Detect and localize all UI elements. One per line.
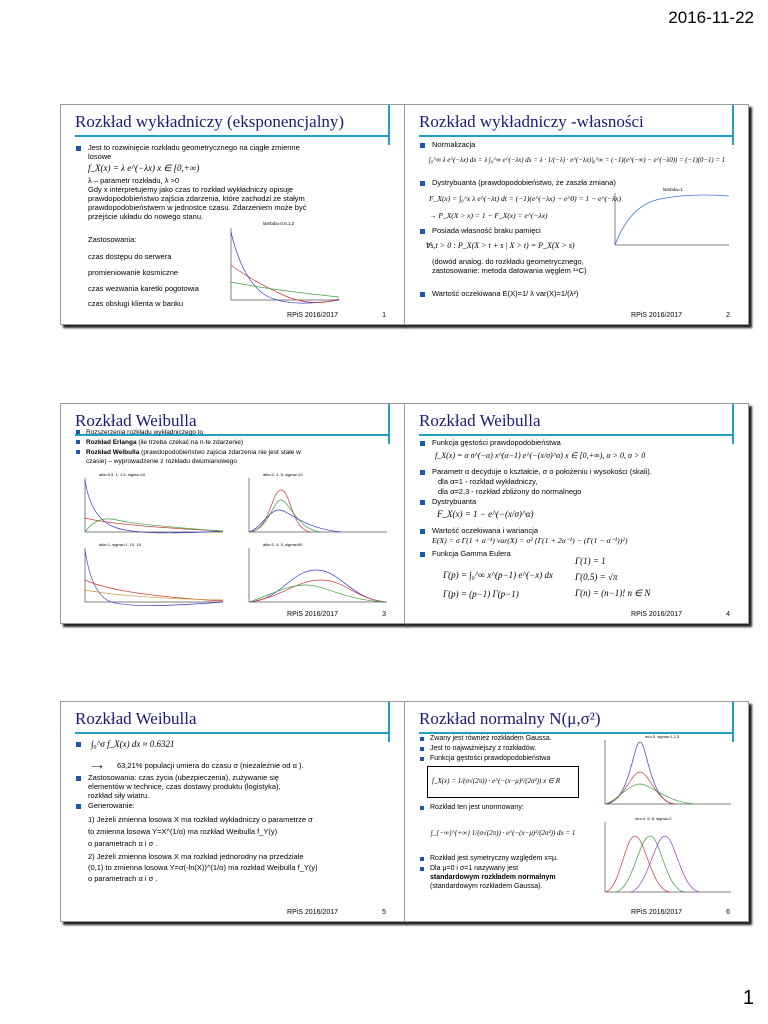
weibull-pdf-formula: f_X(x) = α σ^(−α) x^(α−1) e^(−(x/σ)^α) x ∈ [0,+∞), α > 0, σ > 0 (435, 451, 646, 460)
chart-label: mu=5, sigma=1,2,3 (645, 734, 680, 739)
text: dla α=1 - rozkład wykładniczy, (438, 477, 538, 486)
slide-number: 1 (382, 312, 386, 319)
pdf-formula-box (427, 766, 579, 798)
slide-number: 4 (726, 611, 730, 618)
footer: RPiS 2016/2017 (631, 611, 682, 618)
bullet (420, 441, 425, 446)
text: promieniowanie kosmiczne (88, 268, 179, 277)
memoryless-formula: ∀s,t > 0 : P_X(X > t + s | X > t) = P_X(X > s) (425, 241, 575, 250)
text: o parametrach α i σ . (88, 839, 158, 848)
text: Dystrybuanta (432, 497, 477, 506)
weibull-integral-formula: ∫₀^σ f_X(x) dx ≈ 0.6321 (91, 739, 175, 749)
slide-title: Rozkład Weibulla (419, 411, 541, 430)
normalization-formula: ∫₀^∞ λ e^(−λx) dx = λ ∫₀^∞ e^(−λx) dx = λ · 1/(−λ) · e^(−λx)|₀^∞ = (−1)(e^(−∞) − e^(−λ0)) = (−1)(0−1) = 1 (429, 157, 726, 164)
chart-label: alfa=0.5, 1, 1.5, sigma=10 (99, 472, 146, 477)
normalization-formula: ∫_{−∞}^{+∞} 1/(σ√(2π)) · e^(−(x−μ)²/(2σ²)) dx = 1 (431, 829, 576, 837)
text: Rozkład jest symetryczny względem x=μ. (430, 855, 558, 862)
slide-number: 3 (382, 611, 386, 618)
bullet (420, 470, 425, 475)
text: Zwany jest również rozkładem Gaussa. (430, 735, 552, 742)
weibull-chart-1 (77, 470, 227, 538)
bullet (76, 742, 81, 747)
title-rule (419, 434, 734, 436)
chart-label: lambda=0.5,1,2 (263, 221, 295, 226)
title-rule-vertical (732, 105, 734, 145)
normal-chart-1 (595, 732, 735, 810)
bullet (420, 529, 425, 534)
text: 63,21% populacji umiera do czasu σ (niezależnie od α ). (117, 761, 304, 770)
chart-label: alfa=2, 4, 5, sigma=10 (263, 472, 303, 477)
bullet (420, 229, 425, 234)
footer: RPiS 2016/2017 (287, 909, 338, 916)
arrow-icon: ⟶ (91, 762, 103, 771)
text: prawdopodobieństwem w jednostce czasu. Zdarzeniem może być (88, 203, 307, 212)
weibull-chart-3 (77, 540, 227, 608)
text: czas dostępu do serwera (88, 252, 172, 261)
text: (prawdopodobieństwo zajścia zdarzenia nie jest stałe w (139, 449, 301, 456)
bullet (76, 450, 80, 454)
slide-3 (60, 403, 405, 624)
slide-number: 2 (726, 312, 730, 319)
text: czas obsługi klienta w banku (88, 299, 184, 308)
text: (standardowym rozkładem Gaussa). (430, 883, 543, 890)
text: (dowód analog. do rozkładu geometrycznego, (432, 257, 584, 266)
slide-number: 6 (726, 909, 730, 916)
text: Posiada własność braku pamięci (432, 226, 541, 235)
text: Jest to rozwinięcie rozkładu geometrycznego na ciągłe zmienne (88, 143, 300, 152)
text: (0,1) to zmienna losowa Y=σ(-ln(X))^(1/α) ma rozkład Weibulla f_Y(y) (88, 863, 318, 872)
chart-label: alfa=2, 4, 5, sigma=60 (263, 542, 303, 547)
slide-5 (60, 701, 405, 922)
slide-title: Rozkład wykładniczy -własności (419, 112, 644, 131)
text: Funkcja Gamma Eulera (432, 549, 511, 558)
text: Wartość oczekiwana E(X)=1/ λ var(X)=1/(λ²) (432, 289, 579, 298)
chart-label: mu=4, 6, 8, sigma=2 (635, 816, 672, 821)
text: Rozkład Erlanga (86, 439, 137, 446)
text: Rozkład Weibulla (86, 449, 140, 456)
slide-number: 5 (382, 909, 386, 916)
bullet (420, 552, 425, 557)
text: losowe (88, 152, 112, 161)
gamma-formula: Γ(1) = 1 (575, 556, 606, 566)
slide-4 (404, 403, 749, 624)
title-rule-vertical (388, 105, 390, 145)
slide-title: Rozkład wykładniczy (eksponencjalny) (75, 112, 345, 131)
text: standardowym rozkładem normalnym (430, 874, 556, 881)
bullet (420, 737, 424, 741)
text: rozkład siły wiatru. (88, 791, 150, 800)
tail-formula: → P_X(X > x) = 1 − F_X(x) = e^(−λx) (429, 211, 548, 220)
bullet (420, 757, 424, 761)
normal-chart-2 (595, 814, 735, 898)
weibull-cdf-formula: F_X(x) = 1 − e^(−(x/σ)^α) (437, 509, 534, 519)
text: Wartość oczekiwana i wariancja (432, 526, 539, 535)
text: Normalizacja (432, 140, 476, 149)
text: Rozkład ten jest unormowany: (430, 804, 524, 811)
title-rule-vertical (388, 702, 390, 742)
title-rule-vertical (388, 404, 390, 444)
text: λ – parametr rozkładu, λ >0 (88, 176, 180, 185)
pdf-formula: f_X(x) = λ e^(−λx) x ∈ [0,+∞) (88, 163, 200, 173)
text: zastosowanie: metoda datowania węglem ¹⁴C) (432, 266, 587, 275)
text: elementów w technice, czas dostawy produktu (logistyka), (88, 782, 281, 791)
bullet (420, 292, 425, 297)
text: Dystrybuanta (prawdopodobieństwo, że zaszła zmiana) (432, 178, 616, 187)
text: 2) Jeżeli zmienna losowa X ma rozkład jednorodny na przedziale (88, 852, 304, 861)
text: Generowanie: (88, 801, 135, 810)
text: czas wezwania karetki pogotowia (88, 284, 199, 293)
bullet (420, 143, 425, 148)
bullet (420, 181, 425, 186)
chart-label: alfa=1, sigma=1, 10, 15 (99, 542, 141, 547)
text: Jest to najważniejszy z rozkładów. (430, 745, 537, 752)
slide-title: Rozkład Weibulla (75, 411, 197, 430)
text: Parametr α decyduje o kształcie, σ o położeniu i wysokości (skali). (432, 467, 652, 476)
text: to zmienna losowa Y=X^(1/α) ma rozkład Weibulla f_Y(y) (88, 827, 278, 836)
weibull-moments-formula: E(X) = σ Γ(1 + α⁻¹) var(X) = σ² {Γ(1 + 2α⁻¹) − (Γ(1 − α⁻¹))²} (432, 536, 628, 545)
footer: RPiS 2016/2017 (631, 909, 682, 916)
title-rule (419, 135, 734, 137)
cdf-formula: F_X(x) = ∫₀^x λ e^(−λt) dt = (−1)(e^(−λx) − e^0) = 1 − e^(−λx) (429, 194, 622, 203)
date: 2016-11-22 (668, 8, 754, 27)
bullet (76, 804, 81, 809)
exp-cdf-chart (605, 185, 733, 253)
title-rule (75, 732, 390, 734)
footer: RPiS 2016/2017 (631, 312, 682, 319)
bullet (76, 430, 80, 434)
gamma-formula: Γ(n) = (n−1)! n ∈ N (575, 588, 651, 598)
footer: RPiS 2016/2017 (287, 312, 338, 319)
bullet (420, 747, 424, 751)
bullet (420, 500, 425, 505)
title-rule-vertical (732, 404, 734, 444)
slide-6 (404, 701, 749, 922)
text: 1) Jeżeli zmienna losowa X ma rozkład wykładniczy o parametrze σ (88, 815, 313, 824)
text: przejście układu do nowego stanu. (88, 212, 204, 221)
weibull-chart-4 (241, 540, 391, 608)
slide-title: Rozkład Weibulla (75, 709, 197, 728)
text: prawdopodobieństwo zajścia zdarzenia, które zachodzi ze stałym (88, 194, 305, 203)
bullet (76, 440, 80, 444)
text: Gdy x interpretujemy jako czas to rozkład wykładniczy opisuje (88, 185, 294, 194)
slide-1 (60, 104, 405, 325)
text: o parametrach α i σ . (88, 874, 158, 883)
gamma-formula: Γ(p) = ∫₀^∞ x^(p−1) e^(−x) dx (443, 570, 553, 580)
gamma-formula: Γ(p) = (p−1) Γ(p−1) (443, 589, 519, 599)
slide-2 (404, 104, 749, 325)
bullet (420, 857, 424, 861)
normal-pdf-formula: f_X(x) = 1/(σ√(2π)) · e^(−(x−μ)²/(2σ²)) x ∈ R (432, 777, 560, 785)
text: Rozszerzenia rozkładu wykładniczego to (86, 429, 204, 436)
text: Zastosowania: czas życia (ubezpieczenia), zużywanie się (88, 773, 279, 782)
slide-title: Rozkład normalny N(μ,σ²) (419, 709, 601, 728)
exp-density-chart (221, 220, 343, 308)
text: Funkcja gęstości prawdopodobieństwa (432, 438, 561, 447)
text: Dla μ=0 i σ=1 nazywany jest (430, 865, 519, 872)
weibull-chart-2 (241, 470, 391, 538)
text: (ile trzeba czekać na n-te zdarzenie) (136, 439, 244, 446)
text: Funkcja gęstości prawdopodobieństwa (430, 755, 551, 762)
title-rule (75, 135, 390, 137)
text: dla α=2,3 - rozkład zbliżony do normalnego (438, 487, 582, 496)
bullet (420, 867, 424, 871)
bullet (76, 146, 81, 151)
bullet (76, 776, 81, 781)
page-number: 1 (742, 987, 754, 1009)
text: Zastosowania: (88, 235, 137, 244)
bullet (420, 806, 424, 810)
footer: RPiS 2016/2017 (287, 611, 338, 618)
gamma-formula: Γ(0.5) = √π (575, 572, 618, 582)
text: czasie) – wyprowadzenie z rozkładu dwumianowego (86, 458, 238, 465)
chart-label: lambda=1 (663, 187, 683, 192)
